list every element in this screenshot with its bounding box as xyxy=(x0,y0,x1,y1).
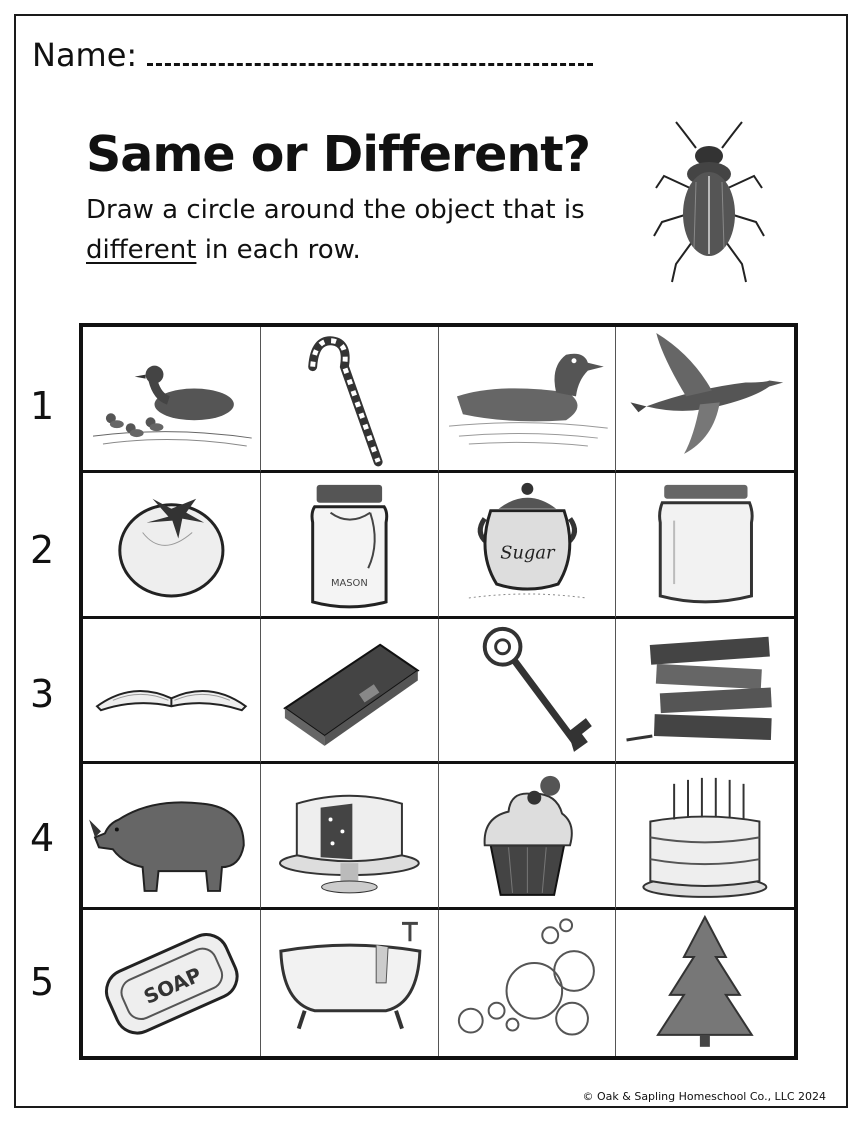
page-title: Same or Different? xyxy=(86,126,591,183)
tomato-icon xyxy=(83,473,260,616)
emphasis-different: different xyxy=(86,235,197,265)
cell-flying-duck[interactable] xyxy=(616,327,794,473)
cell-layer-cake[interactable] xyxy=(261,764,439,910)
row-number-4: 4 xyxy=(30,816,55,860)
cell-bathtub[interactable] xyxy=(261,910,439,1056)
sugar-pot-icon xyxy=(439,473,616,616)
instructions: Draw a circle around the object that is different in each row. xyxy=(86,195,585,265)
notebook-icon xyxy=(261,619,438,762)
copyright-notice: © Oak & Sapling Homeschool Co., LLC 2024 xyxy=(582,1090,826,1103)
cell-open-book[interactable] xyxy=(83,619,261,765)
soap-label: SOAP xyxy=(140,963,206,1010)
name-label: Name: xyxy=(32,36,138,74)
cell-sugar-pot[interactable] xyxy=(439,473,617,619)
row-number-1: 1 xyxy=(30,384,55,428)
bathtub-icon xyxy=(261,910,438,1056)
cell-birthday-cake[interactable] xyxy=(616,764,794,910)
cupcake-icon xyxy=(439,764,616,907)
cell-mason-jar[interactable] xyxy=(261,473,439,619)
cell-candy-cane[interactable] xyxy=(261,327,439,473)
rhinoceros-icon xyxy=(83,764,260,907)
object-grid xyxy=(79,323,798,1060)
open-book-icon xyxy=(83,619,260,762)
ornate-key-icon xyxy=(439,619,616,762)
cell-swimming-duck[interactable] xyxy=(439,327,617,473)
glass-jar-icon xyxy=(616,473,794,616)
cell-bubbles[interactable] xyxy=(439,910,617,1056)
cell-glass-jar[interactable] xyxy=(616,473,794,619)
name-blank-line[interactable] xyxy=(147,43,593,66)
stack-of-books-icon xyxy=(616,619,794,762)
sugar-label: Sugar xyxy=(499,542,555,564)
row-number-2: 2 xyxy=(30,528,55,572)
row-number-5: 5 xyxy=(30,960,55,1004)
row-number-3: 3 xyxy=(30,672,55,716)
swimming-duck-icon xyxy=(439,327,616,470)
cell-notebook[interactable] xyxy=(261,619,439,765)
soap-bar-icon xyxy=(83,910,260,1056)
cell-cupcake[interactable] xyxy=(439,764,617,910)
layer-cake-icon xyxy=(261,764,438,907)
duck-with-ducklings-icon xyxy=(83,327,260,470)
cell-soap-bar[interactable] xyxy=(83,910,261,1056)
cell-duck-with-ducklings[interactable] xyxy=(83,327,261,473)
beetle-illustration xyxy=(650,118,768,286)
birthday-cake-icon xyxy=(616,764,794,907)
pine-tree-icon xyxy=(616,910,794,1056)
candy-cane-icon xyxy=(261,327,438,470)
flying-duck-icon xyxy=(616,327,794,470)
mason-label: MASON xyxy=(330,577,368,589)
cell-pine-tree[interactable] xyxy=(616,910,794,1056)
cell-rhinoceros[interactable] xyxy=(83,764,261,910)
cell-tomato[interactable] xyxy=(83,473,261,619)
bubbles-icon xyxy=(439,910,616,1056)
cell-stack-of-books[interactable] xyxy=(616,619,794,765)
cell-ornate-key[interactable] xyxy=(439,619,617,765)
name-field xyxy=(32,36,593,74)
mason-jar-icon xyxy=(261,473,438,616)
